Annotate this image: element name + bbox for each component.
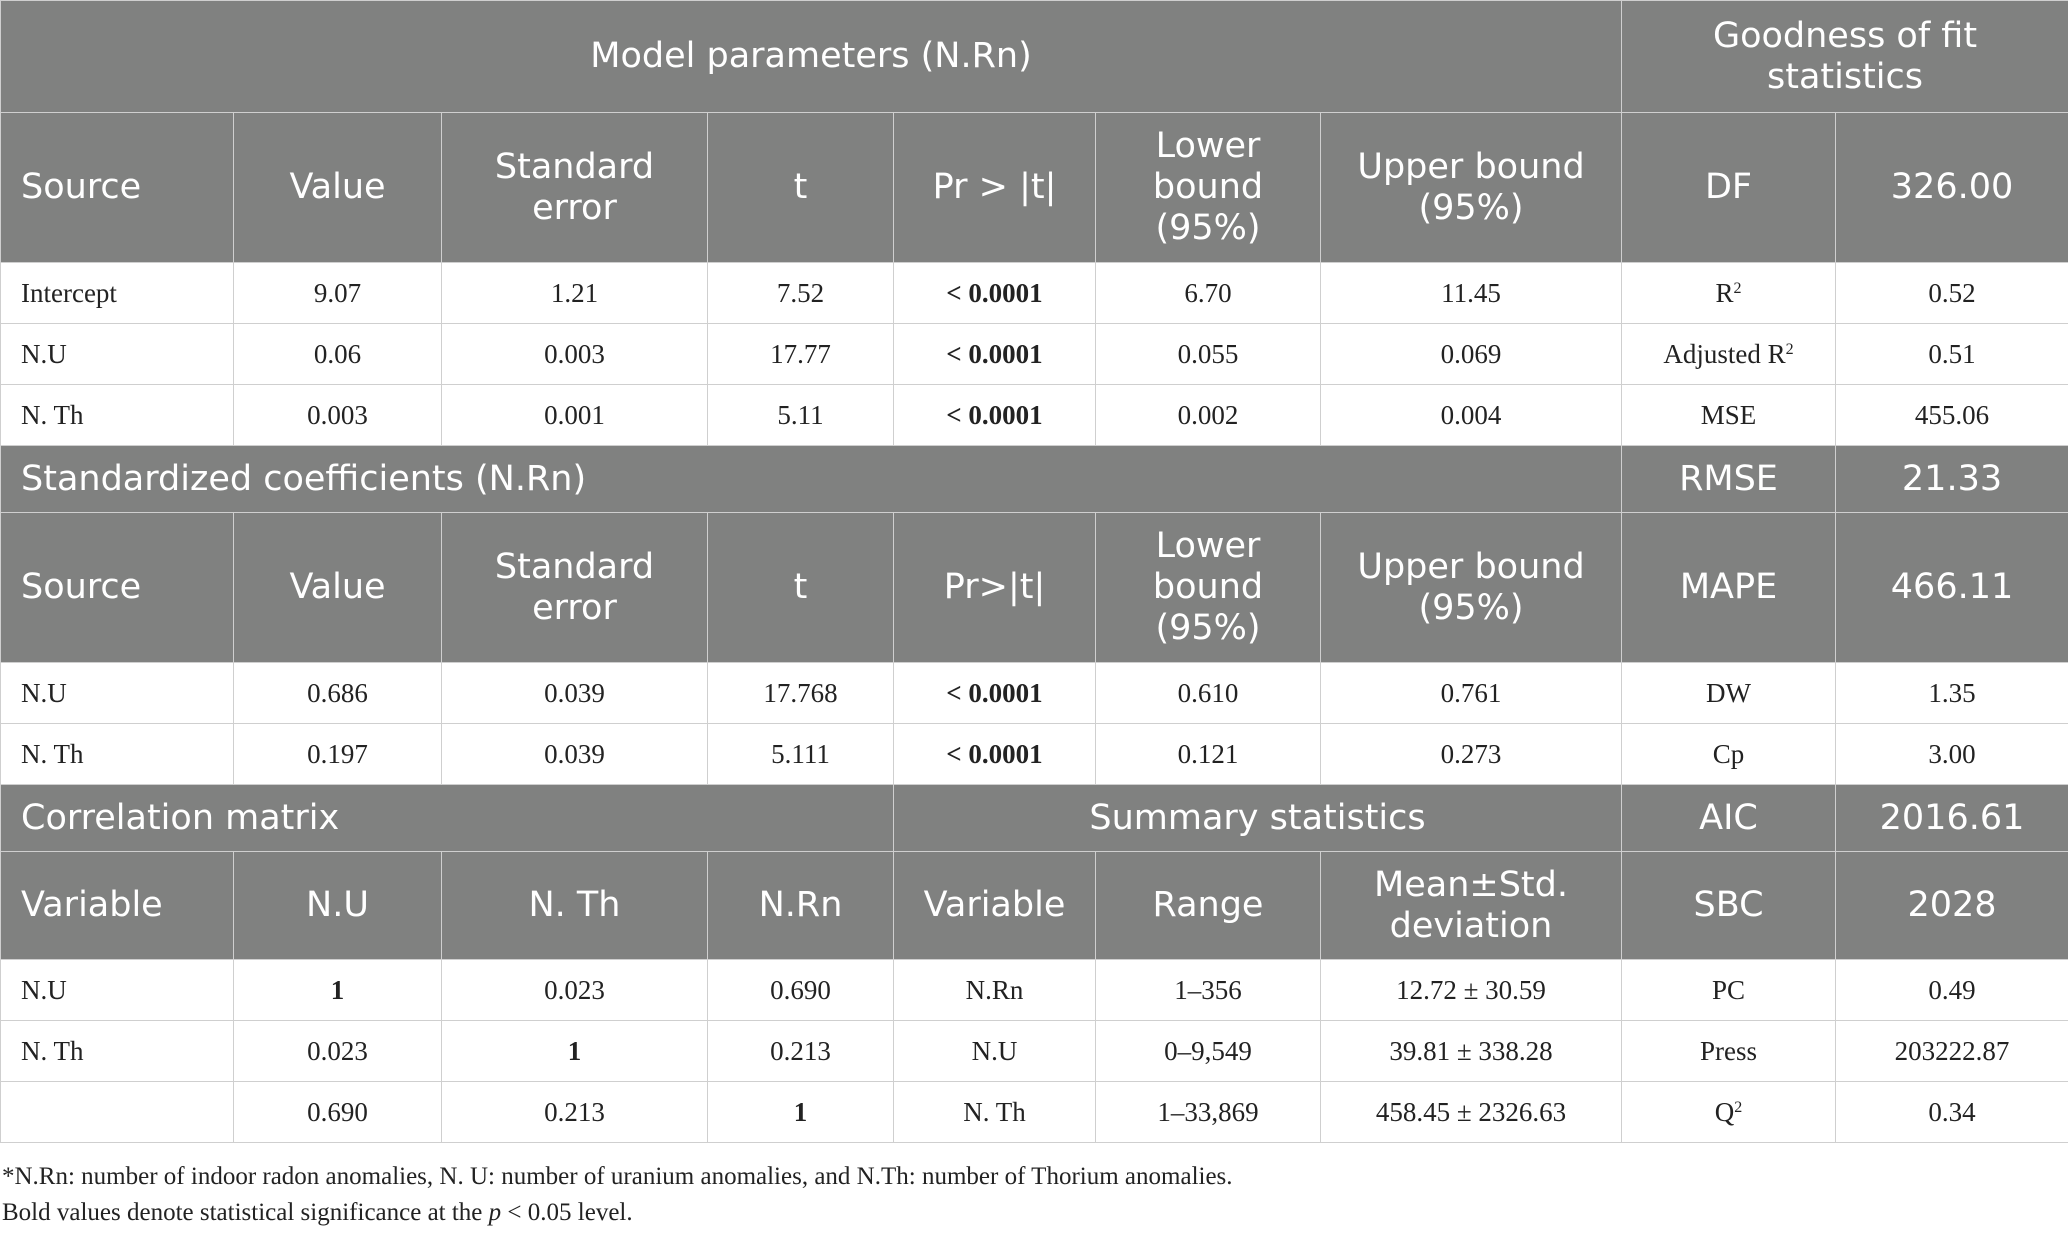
column-header: Pr>|t| — [894, 513, 1096, 663]
fit-stat-value: 326.00 — [1836, 113, 2068, 263]
table-cell: 5.111 — [708, 724, 894, 785]
column-header: N.Rn — [708, 852, 894, 960]
table-cell: 1 — [708, 1082, 894, 1143]
column-header: Standard error — [442, 113, 708, 263]
column-header: Value — [234, 113, 442, 263]
fit-stat-value: 21.33 — [1836, 446, 2068, 513]
table-cell: N.U — [1, 960, 234, 1021]
table-cell: 17.768 — [708, 663, 894, 724]
table-cell: 6.70 — [1096, 263, 1321, 324]
std-column-header-row — [1, 513, 2068, 663]
table-footnotes — [0, 1159, 2068, 1231]
table-cell: 1.21 — [442, 263, 708, 324]
column-header: Mean±Std. deviation — [1321, 852, 1622, 960]
column-header: Value — [234, 513, 442, 663]
column-header: Variable — [894, 852, 1096, 960]
table-cell: 0.069 — [1321, 324, 1622, 385]
column-header: N. Th — [442, 852, 708, 960]
table-cell: 0.213 — [708, 1021, 894, 1082]
fit-stat-value: 2016.61 — [1836, 785, 2068, 852]
column-header: N.U — [234, 852, 442, 960]
column-header: Lower bound (95%) — [1096, 113, 1321, 263]
fit-stat-value: 455.06 — [1836, 385, 2068, 446]
section-header-row — [1, 785, 2068, 852]
fit-stat-label: SBC — [1622, 852, 1836, 960]
fit-stat-label: Adjusted $R^2$ — [1622, 324, 1836, 385]
fit-stat-value: 0.49 — [1836, 960, 2068, 1021]
table-cell: 0.001 — [442, 385, 708, 446]
column-header: Variable — [1, 852, 234, 960]
correlation-matrix-header: Correlation matrix — [1, 785, 894, 852]
model-parameters-header: Model parameters (N.Rn) — [1, 1, 1622, 113]
table-cell: 1–33,869 — [1096, 1082, 1321, 1143]
significance-footnote: Bold values denote statistical significance at the p < 0.05 level. — [2, 1199, 633, 1226]
column-header: Upper bound (95%) — [1321, 113, 1622, 263]
table-cell: 0.213 — [442, 1082, 708, 1143]
table-cell: 17.77 — [708, 324, 894, 385]
table-title-row — [1, 1, 2068, 113]
fit-stat-value: 203222.87 — [1836, 1021, 2068, 1082]
fit-stat-label: Press — [1622, 1021, 1836, 1082]
column-header: t — [708, 113, 894, 263]
significance-cell: < 0.0001 — [894, 385, 1096, 446]
table-cell: 0.06 — [234, 324, 442, 385]
table-cell: 458.45 ± 2326.63 — [1321, 1082, 1622, 1143]
fit-stat-value: 2028 — [1836, 852, 2068, 960]
table-cell: 1–356 — [1096, 960, 1321, 1021]
fit-stat-label: AIC — [1622, 785, 1836, 852]
standardized-coefficients-header: Standardized coefficients (N.Rn) — [1, 446, 1622, 513]
column-header: Standard error — [442, 513, 708, 663]
column-header: Upper bound (95%) — [1321, 513, 1622, 663]
abbreviations-footnote: *N.Rn: number of indoor radon anomalies, N. U: number of uranium anomalies, and N.Th: number of Thorium anomalies. — [2, 1163, 1233, 1190]
table-cell: N.U — [1, 324, 234, 385]
table-cell: 0.690 — [234, 1082, 442, 1143]
fit-stat-value: 0.51 — [1836, 324, 2068, 385]
column-header: Pr > |t| — [894, 113, 1096, 263]
table-cell: 0.273 — [1321, 724, 1622, 785]
table-cell: 5.11 — [708, 385, 894, 446]
fit-stat-value: 3.00 — [1836, 724, 2068, 785]
table-cell: 12.72 ± 30.59 — [1321, 960, 1622, 1021]
table-cell: 0.023 — [442, 960, 708, 1021]
table-cell: 0.003 — [442, 324, 708, 385]
table-cell — [1, 1082, 234, 1143]
fit-stat-value: 0.34 — [1836, 1082, 2068, 1143]
fit-stat-label: DW — [1622, 663, 1836, 724]
goodness-of-fit-header: Goodness of fit statistics — [1622, 1, 2068, 113]
table-cell: N.Rn — [894, 960, 1096, 1021]
table-cell: 7.52 — [708, 263, 894, 324]
table-cell: 1 — [234, 960, 442, 1021]
table-cell: 9.07 — [234, 263, 442, 324]
table-cell: 0.761 — [1321, 663, 1622, 724]
corr-column-header-row — [1, 852, 2068, 960]
table-cell: N. Th — [894, 1082, 1096, 1143]
table-cell: 0.023 — [234, 1021, 442, 1082]
column-header: Source — [1, 513, 234, 663]
table-cell: 39.81 ± 338.28 — [1321, 1021, 1622, 1082]
table-cell: 0.197 — [234, 724, 442, 785]
fit-stat-label: MSE — [1622, 385, 1836, 446]
column-header: Range — [1096, 852, 1321, 960]
table-cell: N. Th — [1, 1021, 234, 1082]
section-header-row — [1, 446, 2068, 513]
table-cell: 1 — [442, 1021, 708, 1082]
table-cell: N. Th — [1, 385, 234, 446]
table-cell: 0.004 — [1321, 385, 1622, 446]
table-cell: 0.003 — [234, 385, 442, 446]
table-cell: Intercept — [1, 263, 234, 324]
table-cell: N.U — [894, 1021, 1096, 1082]
table-row — [1, 385, 2068, 446]
fit-stat-value: 466.11 — [1836, 513, 2068, 663]
fit-stat-label: $Q^2$ — [1622, 1082, 1836, 1143]
table-cell: 0.055 — [1096, 324, 1321, 385]
fit-stat-label: MAPE — [1622, 513, 1836, 663]
significance-cell: < 0.0001 — [894, 663, 1096, 724]
table-cell: 0.686 — [234, 663, 442, 724]
table-cell: 0.690 — [708, 960, 894, 1021]
table-row — [1, 324, 2068, 385]
table-cell: N. Th — [1, 724, 234, 785]
fit-stat-label: $R^2$ — [1622, 263, 1836, 324]
table-cell: 0.002 — [1096, 385, 1321, 446]
fit-stat-value: 0.52 — [1836, 263, 2068, 324]
table-cell: 0–9,549 — [1096, 1021, 1321, 1082]
table-row — [1, 263, 2068, 324]
fit-stat-label: RMSE — [1622, 446, 1836, 513]
table-cell: 11.45 — [1321, 263, 1622, 324]
table-cell: 0.039 — [442, 663, 708, 724]
table-cell: N.U — [1, 663, 234, 724]
table-row — [1, 960, 2068, 1021]
table-row — [1, 663, 2068, 724]
table-cell: 0.610 — [1096, 663, 1321, 724]
table-row — [1, 1082, 2068, 1143]
column-header: Source — [1, 113, 234, 263]
significance-cell: < 0.0001 — [894, 324, 1096, 385]
table-cell: 0.121 — [1096, 724, 1321, 785]
significance-cell: < 0.0001 — [894, 263, 1096, 324]
column-header: Lower bound (95%) — [1096, 513, 1321, 663]
column-header: t — [708, 513, 894, 663]
table-row — [1, 724, 2068, 785]
table-row — [1, 1021, 2068, 1082]
fit-stat-label: PC — [1622, 960, 1836, 1021]
fit-stat-label: DF — [1622, 113, 1836, 263]
table-cell: 0.039 — [442, 724, 708, 785]
fit-stat-label: Cp — [1622, 724, 1836, 785]
model-column-header-row — [1, 113, 2068, 263]
significance-cell: < 0.0001 — [894, 724, 1096, 785]
summary-statistics-header: Summary statistics — [894, 785, 1622, 852]
fit-stat-value: 1.35 — [1836, 663, 2068, 724]
